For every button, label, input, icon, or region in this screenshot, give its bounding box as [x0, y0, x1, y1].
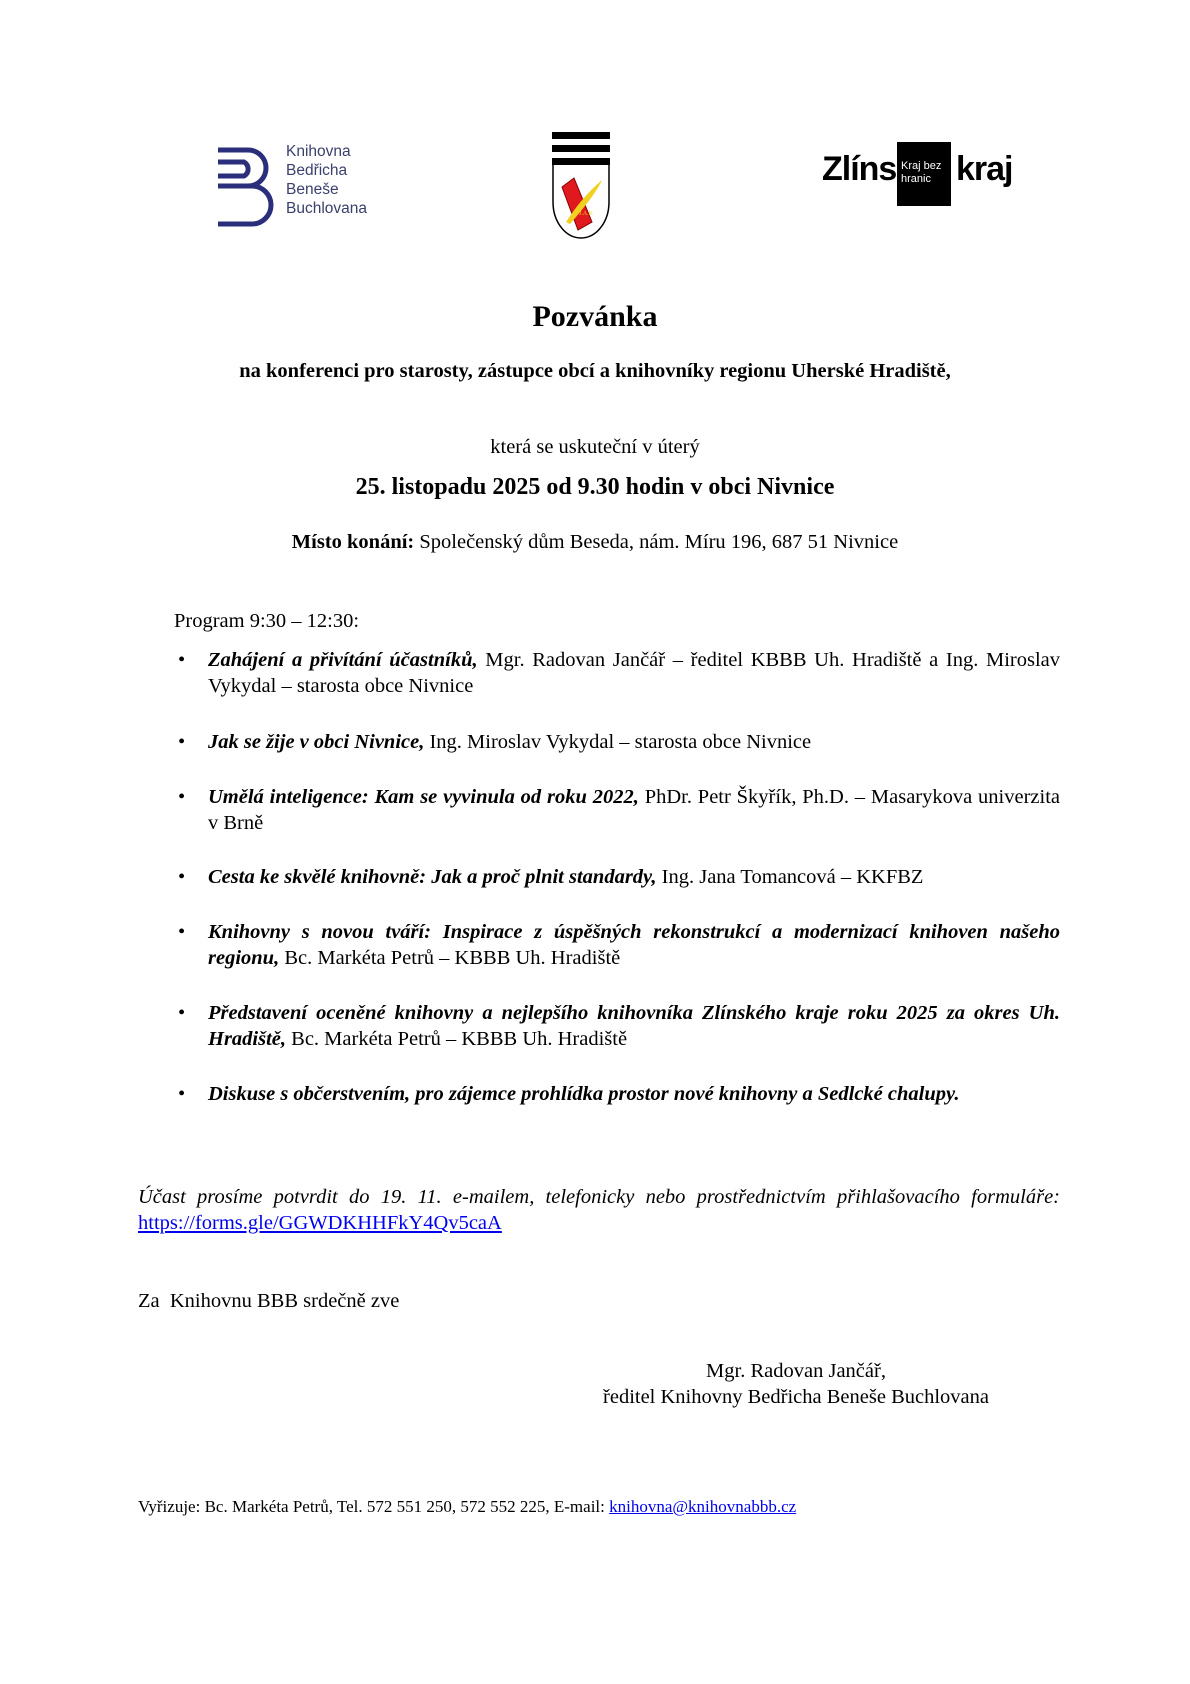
subtitle: na konferenci pro starosty, zástupce obcí a knihovníky regionu Uherské Hradiště, — [239, 360, 951, 382]
program-item: • Zahájení a přivítání účastníků, Mgr. Radovan Jančář – ředitel KBBB Uh. Hradiště a Ing. Miroslav Vykydal – starosta obce Nivnice — [178, 649, 1061, 697]
program-item-title: Knihovny s novou tváří: Inspirace z úspěšných rekonstrukcí a modernizací knihoven našeho regionu, — [208, 921, 1060, 969]
rsvp-text: Účast prosíme potvrdit do 19. 11. e-mailem, telefonicky nebo prostřednictvím přihlašovacího formuláře: — [138, 1186, 1060, 1208]
coat-of-arms-icon — [552, 132, 610, 242]
program-item-detail: Bc. Markéta Petrů – KBBB Uh. Hradiště — [286, 1028, 628, 1050]
program-item: • Jak se žije v obci Nivnice, Ing. Miroslav Vykydal – starosta obce Nivnice — [178, 731, 812, 753]
library-b-icon — [216, 146, 278, 228]
contact-line — [138, 1494, 796, 1520]
zlin-logo-box-line: hranic — [901, 173, 931, 185]
venue-label: Místo konání: — [291, 531, 415, 553]
contact-email-link[interactable]: knihovna@knihovnabbb.cz — [609, 1497, 797, 1516]
event-date: 25. listopadu 2025 od 9.30 hodin v obci Nivnice — [355, 474, 835, 500]
program-item-title: Zahájení a přivítání účastníků, — [208, 649, 478, 671]
zlin-logo-box-line: Kraj bez — [901, 160, 942, 172]
library-logo-line: Knihovna — [286, 143, 351, 160]
program-item: • Představení oceněné knihovny a nejlepšího knihovníka Zlínského kraje roku 2025 za okres Uh. Hradiště, Bc. Markéta Petrů – KBBB Uh. Hradiště — [178, 1002, 1060, 1050]
registration-form-link[interactable]: https://forms.gle/GGWDKHHFkY4Qv5caA — [138, 1212, 502, 1234]
coat-of-arms — [552, 132, 610, 249]
library-logo — [216, 143, 368, 235]
contact-text: Vyřizuje: Bc. Markéta Petrů, Tel. 572 551 250, 572 552 225, E-mail: — [138, 1497, 610, 1516]
closing-text: Za Knihovnu BBB srdečně zve — [138, 1290, 400, 1312]
program-item-detail: Ing. Jana Tomancová – KKFBZ — [656, 866, 924, 888]
venue-value: Společenský dům Beseda, nám. Míru 196, 687 51 Nivnice — [414, 531, 899, 553]
intro-text: která se uskuteční v úterý — [490, 436, 700, 458]
library-logo-line: Beneše — [286, 181, 339, 198]
program-item-title: Představení oceněné knihovny a nejlepšího knihovníka Zlínského kraje roku 2025 za okres Uh. Hradiště, — [208, 1002, 1060, 1050]
library-logo-line: Buchlovana — [286, 200, 368, 217]
program-item-detail: Bc. Markéta Petrů – KBBB Uh. Hradiště — [279, 947, 621, 969]
rsvp-note — [138, 1184, 1060, 1236]
program-item-detail: Mgr. Radovan Jančář – ředitel KBBB Uh. Hradiště a Ing. Miroslav Vykydal – starosta obce Nivnice — [208, 649, 1061, 697]
program-item-title: Cesta ke skvělé knihovně: Jak a proč plnit standardy, — [208, 866, 657, 888]
page-title: Pozvánka — [532, 300, 658, 333]
program-heading: Program 9:30 – 12:30: — [174, 610, 360, 632]
program-item-title: Diskuse s občerstvením, pro zájemce prohlídka prostor nové knihovny a Sedlcké chalupy. — [208, 1083, 960, 1105]
zlin-logo-right: kraj — [956, 150, 1013, 188]
venue — [0, 529, 1190, 555]
program-item: • Knihovny s novou tváří: Inspirace z úspěšných rekonstrukcí a modernizací knihoven našeho regionu, Bc. Markéta Petrů – KBBB Uh. Hradiště — [178, 921, 1060, 969]
program-item-detail: Ing. Miroslav Vykydal – starosta obce Nivnice — [424, 731, 812, 753]
program-item: • Cesta ke skvělé knihovně: Jak a proč plnit standardy, Ing. Jana Tomancová – KKFBZ — [178, 866, 924, 888]
program-item-detail: PhDr. Petr Škyřík, Ph.D. – Masarykova univerzita v Brně — [208, 786, 1061, 834]
library-logo-line: Bedřicha — [286, 162, 348, 179]
program-item: • Umělá inteligence: Kam se vyvinula od roku 2022, PhDr. Petr Škyřík, Ph.D. – Masarykova univerzita v Brně — [178, 786, 1061, 834]
signature-name: Mgr. Radovan Jančář, — [706, 1360, 886, 1382]
program-item: • Diskuse s občerstvením, pro zájemce prohlídka prostor nové knihovny a Sedlcké chalupy. — [178, 1083, 960, 1105]
program-item-title: Umělá inteligence: Kam se vyvinula od roku 2022, — [208, 786, 639, 808]
zlin-logo-left: Zlíns — [822, 150, 897, 188]
signature — [566, 1358, 1026, 1410]
signature-role: ředitel Knihovny Bedřicha Beneše Buchlovana — [603, 1386, 989, 1408]
program-item-title: Jak se žije v obci Nivnice, — [208, 731, 425, 753]
coat-of-arms-text: J.A.K — [579, 211, 594, 217]
